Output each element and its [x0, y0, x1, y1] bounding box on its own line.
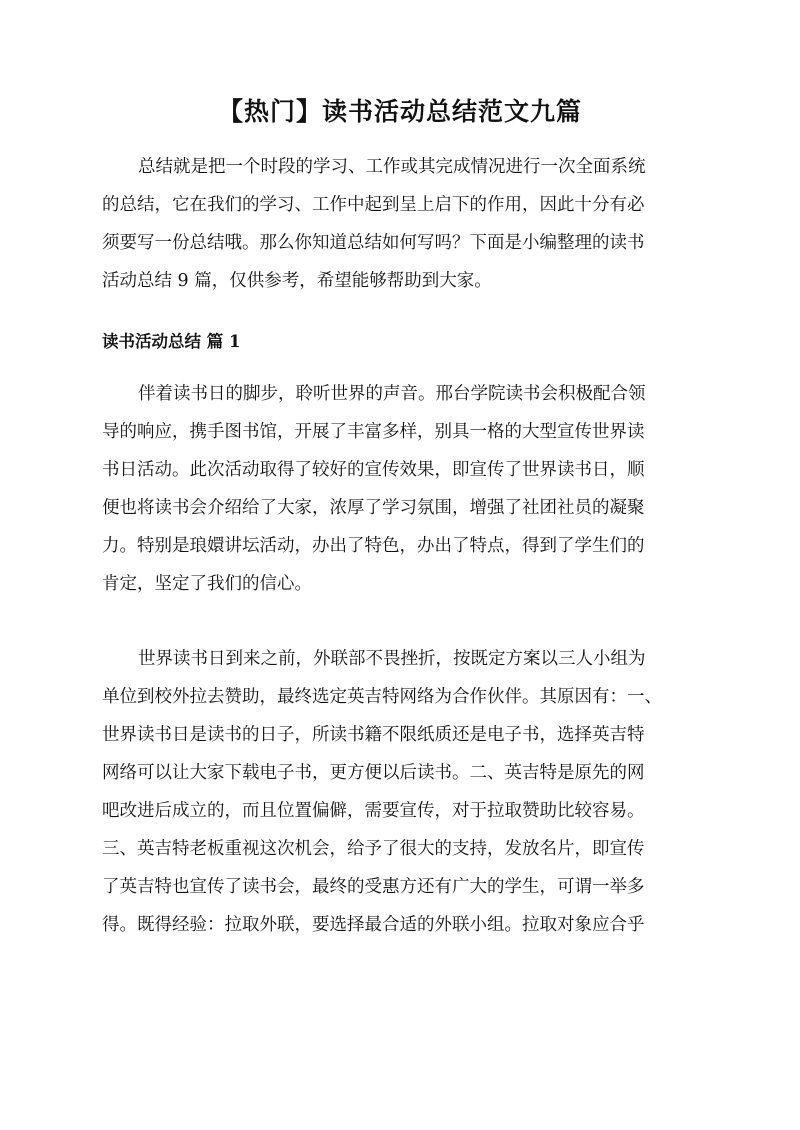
paragraph-line: 了英吉特也宣传了读书会，最终的受惠方还有广大的学生，可谓一举多 [102, 877, 645, 897]
paragraph-line: 力。特别是琅嬛讲坛活动，办出了特色，办出了特点，得到了学生们的 [102, 536, 645, 556]
body-paragraph-2 [102, 640, 714, 944]
paragraph-line: 便也将读书会介绍给了大家，浓厚了学习氛围，增强了社团社员的凝聚 [102, 498, 645, 518]
intro-paragraph [102, 148, 714, 300]
paragraph-line: 网络可以让大家下载电子书，更方便以后读书。二、英吉特是原先的网 [102, 763, 645, 783]
paragraph-line: 单位到校外拉去赞助，最终选定英吉特网络为合作伙伴。其原因有：一、 [102, 687, 662, 707]
paragraph-line: 吧改进后成立的，而且位置偏僻，需要宣传，对于拉取赞助比较容易。 [102, 801, 645, 821]
paragraph-line: 世界读书日到来之前，外联部不畏挫折，按既定方案以三人小组为 [138, 649, 646, 669]
paragraph-line: 三、英吉特老板重视这次机会，给予了很大的支持，发放名片，即宣传 [102, 839, 645, 859]
body-paragraph-1 [102, 375, 714, 603]
intro-line: 总结就是把一个时段的学习、工作或其完成情况进行一次全面系统 [138, 157, 646, 177]
intro-line: 须要写一份总结哦。那么你知道总结如何写吗？下面是小编整理的读书 [102, 233, 645, 253]
paragraph-line: 伴着读书日的脚步，聆听世界的声音。邢台学院读书会积极配合领 [138, 384, 646, 404]
paragraph-line: 书日活动。此次活动取得了较好的宣传效果，即宣传了世界读书日，顺 [102, 460, 645, 480]
paragraph-line: 导的响应，携手图书馆，开展了丰富多样，别具一格的大型宣传世界读 [102, 422, 645, 442]
section-heading: 读书活动总结 篇 1 [102, 332, 241, 351]
document-title: 【热门】读书活动总结范文九篇 [217, 97, 582, 126]
intro-line: 活动总结 9 篇，仅供参考，希望能够帮助到大家。 [102, 271, 492, 291]
intro-line: 的总结，它在我们的学习、工作中起到呈上启下的作用，因此十分有必 [102, 195, 645, 215]
paragraph-line: 得。既得经验：拉取外联，要选择最合适的外联小组。拉取对象应合乎 [102, 915, 645, 935]
paragraph-line: 肯定，坚定了我们的信心。 [102, 574, 312, 594]
paragraph-line: 世界读书日是读书的日子，所读书籍不限纸质还是电子书，选择英吉特 [102, 725, 645, 745]
